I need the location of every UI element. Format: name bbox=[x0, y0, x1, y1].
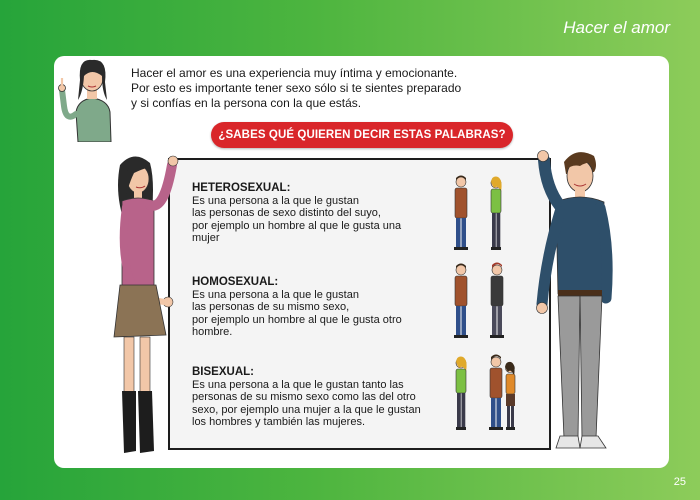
intro-text bbox=[131, 66, 491, 111]
definition-line: las personas de sexo distinto del suyo, bbox=[192, 207, 381, 219]
definition-line: personas de su mismo sexo como las del otro bbox=[192, 391, 416, 403]
definition-term: HOMOSEXUAL: bbox=[192, 276, 279, 288]
section-title: Hacer el amor bbox=[563, 18, 670, 37]
definition-bisexual bbox=[192, 366, 437, 429]
definition-line: Es una persona a la que le gustan bbox=[192, 288, 359, 301]
intro-line: Por esto es importante tener sexo sólo si te sientes preparado bbox=[131, 81, 462, 95]
intro-line: y si confías en la persona con la que estás. bbox=[131, 96, 362, 110]
heterosexual-couple-illustration bbox=[448, 174, 512, 254]
presenter-woman-illustration bbox=[56, 56, 128, 142]
question-banner: ¿SABES QUÉ QUIEREN DECIR ESTAS PALABRAS? bbox=[211, 122, 513, 148]
page-number: 25 bbox=[673, 476, 686, 488]
girl-holding-banner-illustration bbox=[104, 155, 184, 460]
man-holding-banner-illustration bbox=[536, 148, 616, 458]
definition-line: las personas de su mismo sexo, bbox=[192, 301, 350, 313]
definition-heterosexual bbox=[192, 182, 437, 245]
definition-term: BISEXUAL: bbox=[192, 366, 254, 378]
definition-line: mujer bbox=[192, 232, 220, 244]
definition-term: HETEROSEXUAL: bbox=[192, 182, 291, 194]
definition-line: hombre. bbox=[192, 326, 233, 338]
definition-homosexual bbox=[192, 276, 437, 339]
definition-line: por ejemplo un hombre al que le gusta otro bbox=[192, 313, 402, 326]
intro-line: Hacer el amor es una experiencia muy íntima y emocionante. bbox=[131, 66, 458, 80]
bisexual-group-illustration bbox=[448, 354, 522, 434]
definition-line: Es una persona a la que le gustan bbox=[192, 194, 359, 207]
definition-line: los hombres y también las mujeres. bbox=[192, 416, 366, 428]
homosexual-couple-illustration bbox=[448, 262, 512, 342]
definition-line: sexo, por ejemplo una mujer a la que le gustan bbox=[192, 403, 421, 416]
definition-line: por ejemplo un hombre al que le gusta una bbox=[192, 219, 402, 232]
definition-line: Es una persona a la que le gustan tanto las bbox=[192, 378, 404, 391]
